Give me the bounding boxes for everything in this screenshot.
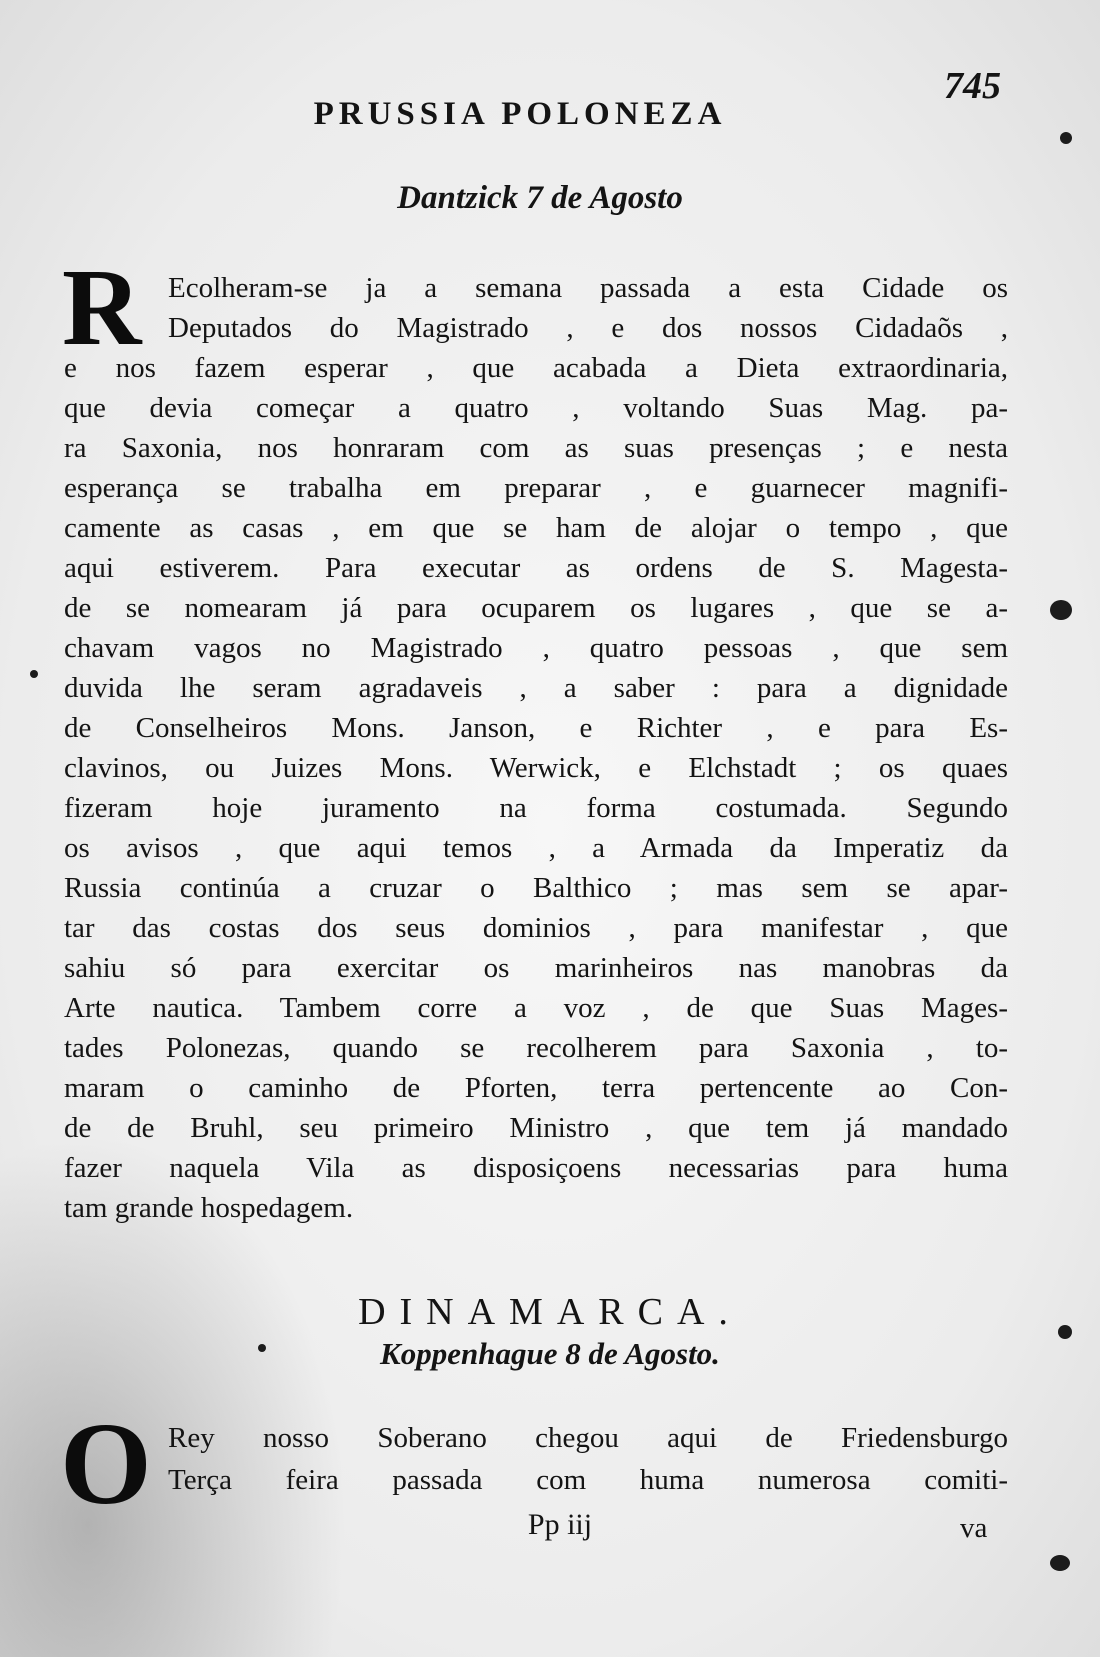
text-line: aqui estiverem. Para executar as ordens de S. Magesta- — [64, 552, 1008, 584]
text-line: fizeram hoje juramento na forma costumada. Segundo — [64, 792, 1008, 824]
running-head: PRUSSIA POLONEZA — [313, 96, 727, 132]
text-line: chavam vagos no Magistrado , quatro pessoas , que sem — [64, 632, 1008, 664]
text-line: tam grande hospedagem. — [64, 1192, 354, 1224]
text-line: ra Saxonia, nos honraram com as suas presenças ; e nesta — [64, 432, 1008, 464]
text-line: de de Bruhl, seu primeiro Ministro , que tem já mandado — [64, 1112, 1008, 1144]
text-line: Deputados do Magistrado , e dos nossos Cidadaõs , — [168, 312, 1008, 344]
text-line: Russia continúa a cruzar o Balthico ; mas sem se apar- — [64, 872, 1008, 904]
text-line: Rey nosso Soberano chegou aqui de Friedensburgo — [168, 1422, 1008, 1454]
text-line: Ecolheram-se ja a semana passada a esta Cidade os — [168, 272, 1008, 304]
text-line: sahiu só para exercitar os marinheiros nas manobras da — [64, 952, 1008, 984]
drop-cap: O — [60, 1398, 152, 1529]
text-line: Terça feira passada com huma numerosa comiti- — [168, 1464, 1008, 1496]
ink-spot — [1050, 600, 1072, 620]
text-line: de Conselheiros Mons. Janson, e Richter , e para Es- — [64, 712, 1008, 744]
text-line: Arte nautica. Tambem corre a voz , de que Suas Mages- — [64, 992, 1008, 1024]
text-line: duvida lhe seram agradaveis , a saber : para a dignidade — [64, 672, 1008, 704]
drop-cap: R — [62, 246, 142, 368]
section-heading-dinamarca: DINAMARCA. — [358, 1291, 742, 1333]
catchword: va — [960, 1512, 988, 1544]
text-line: tades Polonezas, quando se recolherem para Saxonia , to- — [64, 1032, 1008, 1064]
ink-spot — [1050, 1555, 1070, 1571]
text-line: camente as casas , em que se ham de alojar o tempo , que — [64, 512, 1008, 544]
ink-spot — [1060, 132, 1072, 144]
dateline-dantzick: Dantzick 7 de Agosto — [397, 180, 683, 216]
text-line: fazer naquela Vila as disposiçoens necessarias para huma — [64, 1152, 1008, 1184]
ink-spot — [1058, 1325, 1072, 1339]
text-line: os avisos , que aqui temos , a Armada da Imperatiz da — [64, 832, 1008, 864]
page-number: 745 — [944, 65, 1001, 107]
text-line: que devia começar a quatro , voltando Suas Mag. pa- — [64, 392, 1008, 424]
text-line: e nos fazem esperar , que acabada a Dieta extraordinaria, — [64, 352, 1008, 384]
text-line: de se nomearam já para ocuparem os lugares , que se a- — [64, 592, 1008, 624]
text-line: esperança se trabalha em preparar , e guarnecer magnifi- — [64, 472, 1008, 504]
ink-spot — [30, 670, 38, 678]
text-line: tar das costas dos seus dominios , para manifestar , que — [64, 912, 1008, 944]
text-line: clavinos, ou Juizes Mons. Werwick, e Elchstadt ; os quaes — [64, 752, 1008, 784]
text-line: maram o caminho de Pforten, terra pertencente ao Con- — [64, 1072, 1008, 1104]
signature-mark: Pp iij — [527, 1508, 593, 1541]
dateline-koppenhague: Koppenhague 8 de Agosto. — [380, 1336, 720, 1371]
